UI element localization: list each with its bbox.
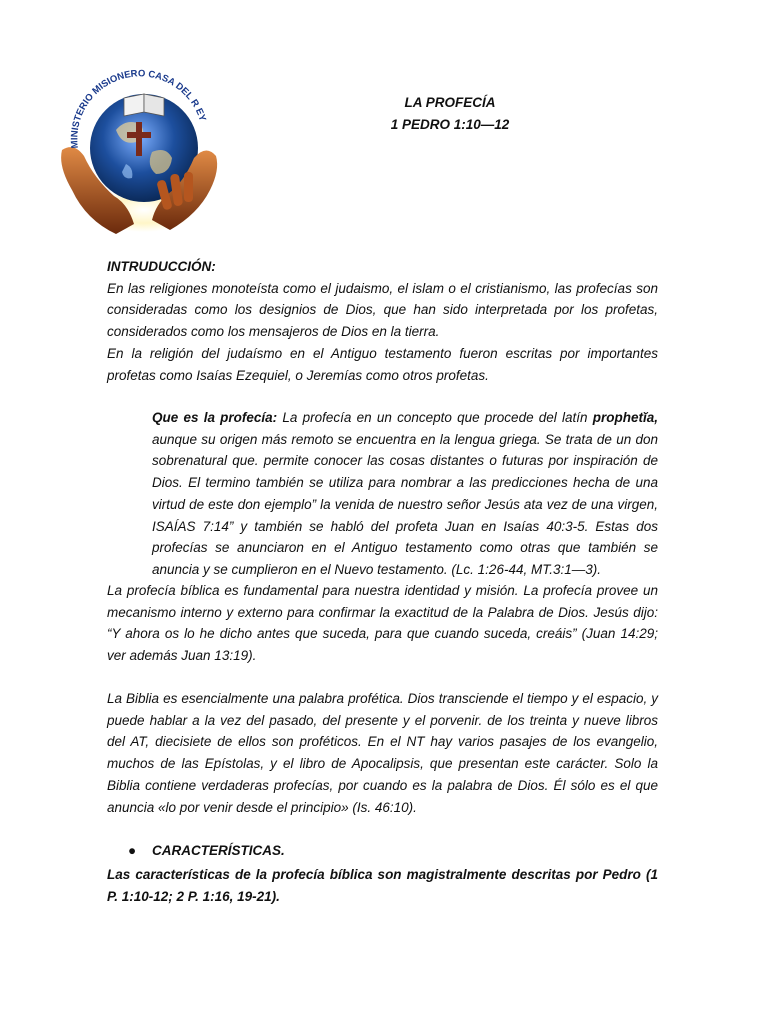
definition-term: prophetĭa, [592, 410, 659, 425]
ministry-logo [56, 60, 222, 246]
page-title: LA PROFECÍA [404, 95, 496, 110]
logo-arc-text: MINISTERIO MISIONERO CASA DEL R EY [69, 68, 208, 149]
biblical-prophecy-paragraph: La profecía bíblica es fundamental para nuestra identidad y misión. La profecía provee un mecanismo interno y externo para confirmar la exactitud de la Palabra de Dios. Jesús dijo: “Y ahora os lo he dicho antes que suceda, para que cuando suceda, creáis” (Juan 14:29; ver además Juan 13:19). [107, 583, 658, 664]
definition-paragraph [152, 407, 658, 581]
characteristics-paragraph: Las características de la profecía bíblica son magistralmente descritas por Pedro (1 P. 1:10-12; 2 P. 1:16, 19-21). [107, 867, 658, 904]
intro-paragraph-1: En las religiones monoteísta como el judaismo, el islam o el cristianismo, las profecías son consideradas como los designios de Dios, que han sido interpretada por los profetas, considerados como los mensajeros de Dios en la tierra. [107, 280, 658, 340]
definition-text-b: aunque su origen más remoto se encuentra en la lengua griega. Se trata de un don sobrenatural que. permite conocer las cosas distantes o futuras por inspiración de Dios. El termino también se utiliza para nombrar a las predicciones hecha de una virtud de este don ejemplo” la venida de nuestro señor Jesús ata vez de una virgen, ISAÍAS 7:14” y también se habló del profeta Juan en Isaías 40:3-5. Estas dos profecías se anunciaron en el Antiguo testamento como otras que también se anuncia y se cumplieron en el Nuevo testamento. (Lc. 1:26-44, MT.3:1—3). [152, 431, 658, 577]
intro-heading: INTRUDUCCIÓN: [107, 259, 216, 274]
bible-prophetic-paragraph: La Biblia es esencialmente una palabra profética. Dios transciende el tiempo y el espacio, y puede hablar a la vez del pasado, del presente y el porvenir. de los treinta y nueve libros del AT, diecisiete de ellos son proféticos. En el NT hay varios pasajes de los evangelio, muchos de las Epístolas, y el libro de Apocalipsis, que presentan este carácter. Solo la Biblia contiene verdaderas profecías, por cuando es la palabra de Dios. Él sólo es el que anuncia «lo por venir desde el principio» (Is. 46:10). [107, 691, 658, 815]
definition-label: Que es la profecía: [152, 410, 278, 425]
intro-paragraph-2: En la religión del judaísmo en el Antiguo testamento fueron escritas por importantes profetas como Isaías Ezequiel, o Jeremías como otros profetas. [107, 345, 658, 383]
bible-reference: 1 PEDRO 1:10—12 [390, 117, 510, 132]
intro-section [107, 256, 658, 386]
characteristics-heading-row [128, 843, 285, 858]
characteristics-heading: CARACTERÍSTICAS. [152, 843, 285, 858]
bullet-icon: ● [128, 843, 137, 858]
definition-text-a: La profecía en un concepto que procede del latín [277, 410, 593, 425]
